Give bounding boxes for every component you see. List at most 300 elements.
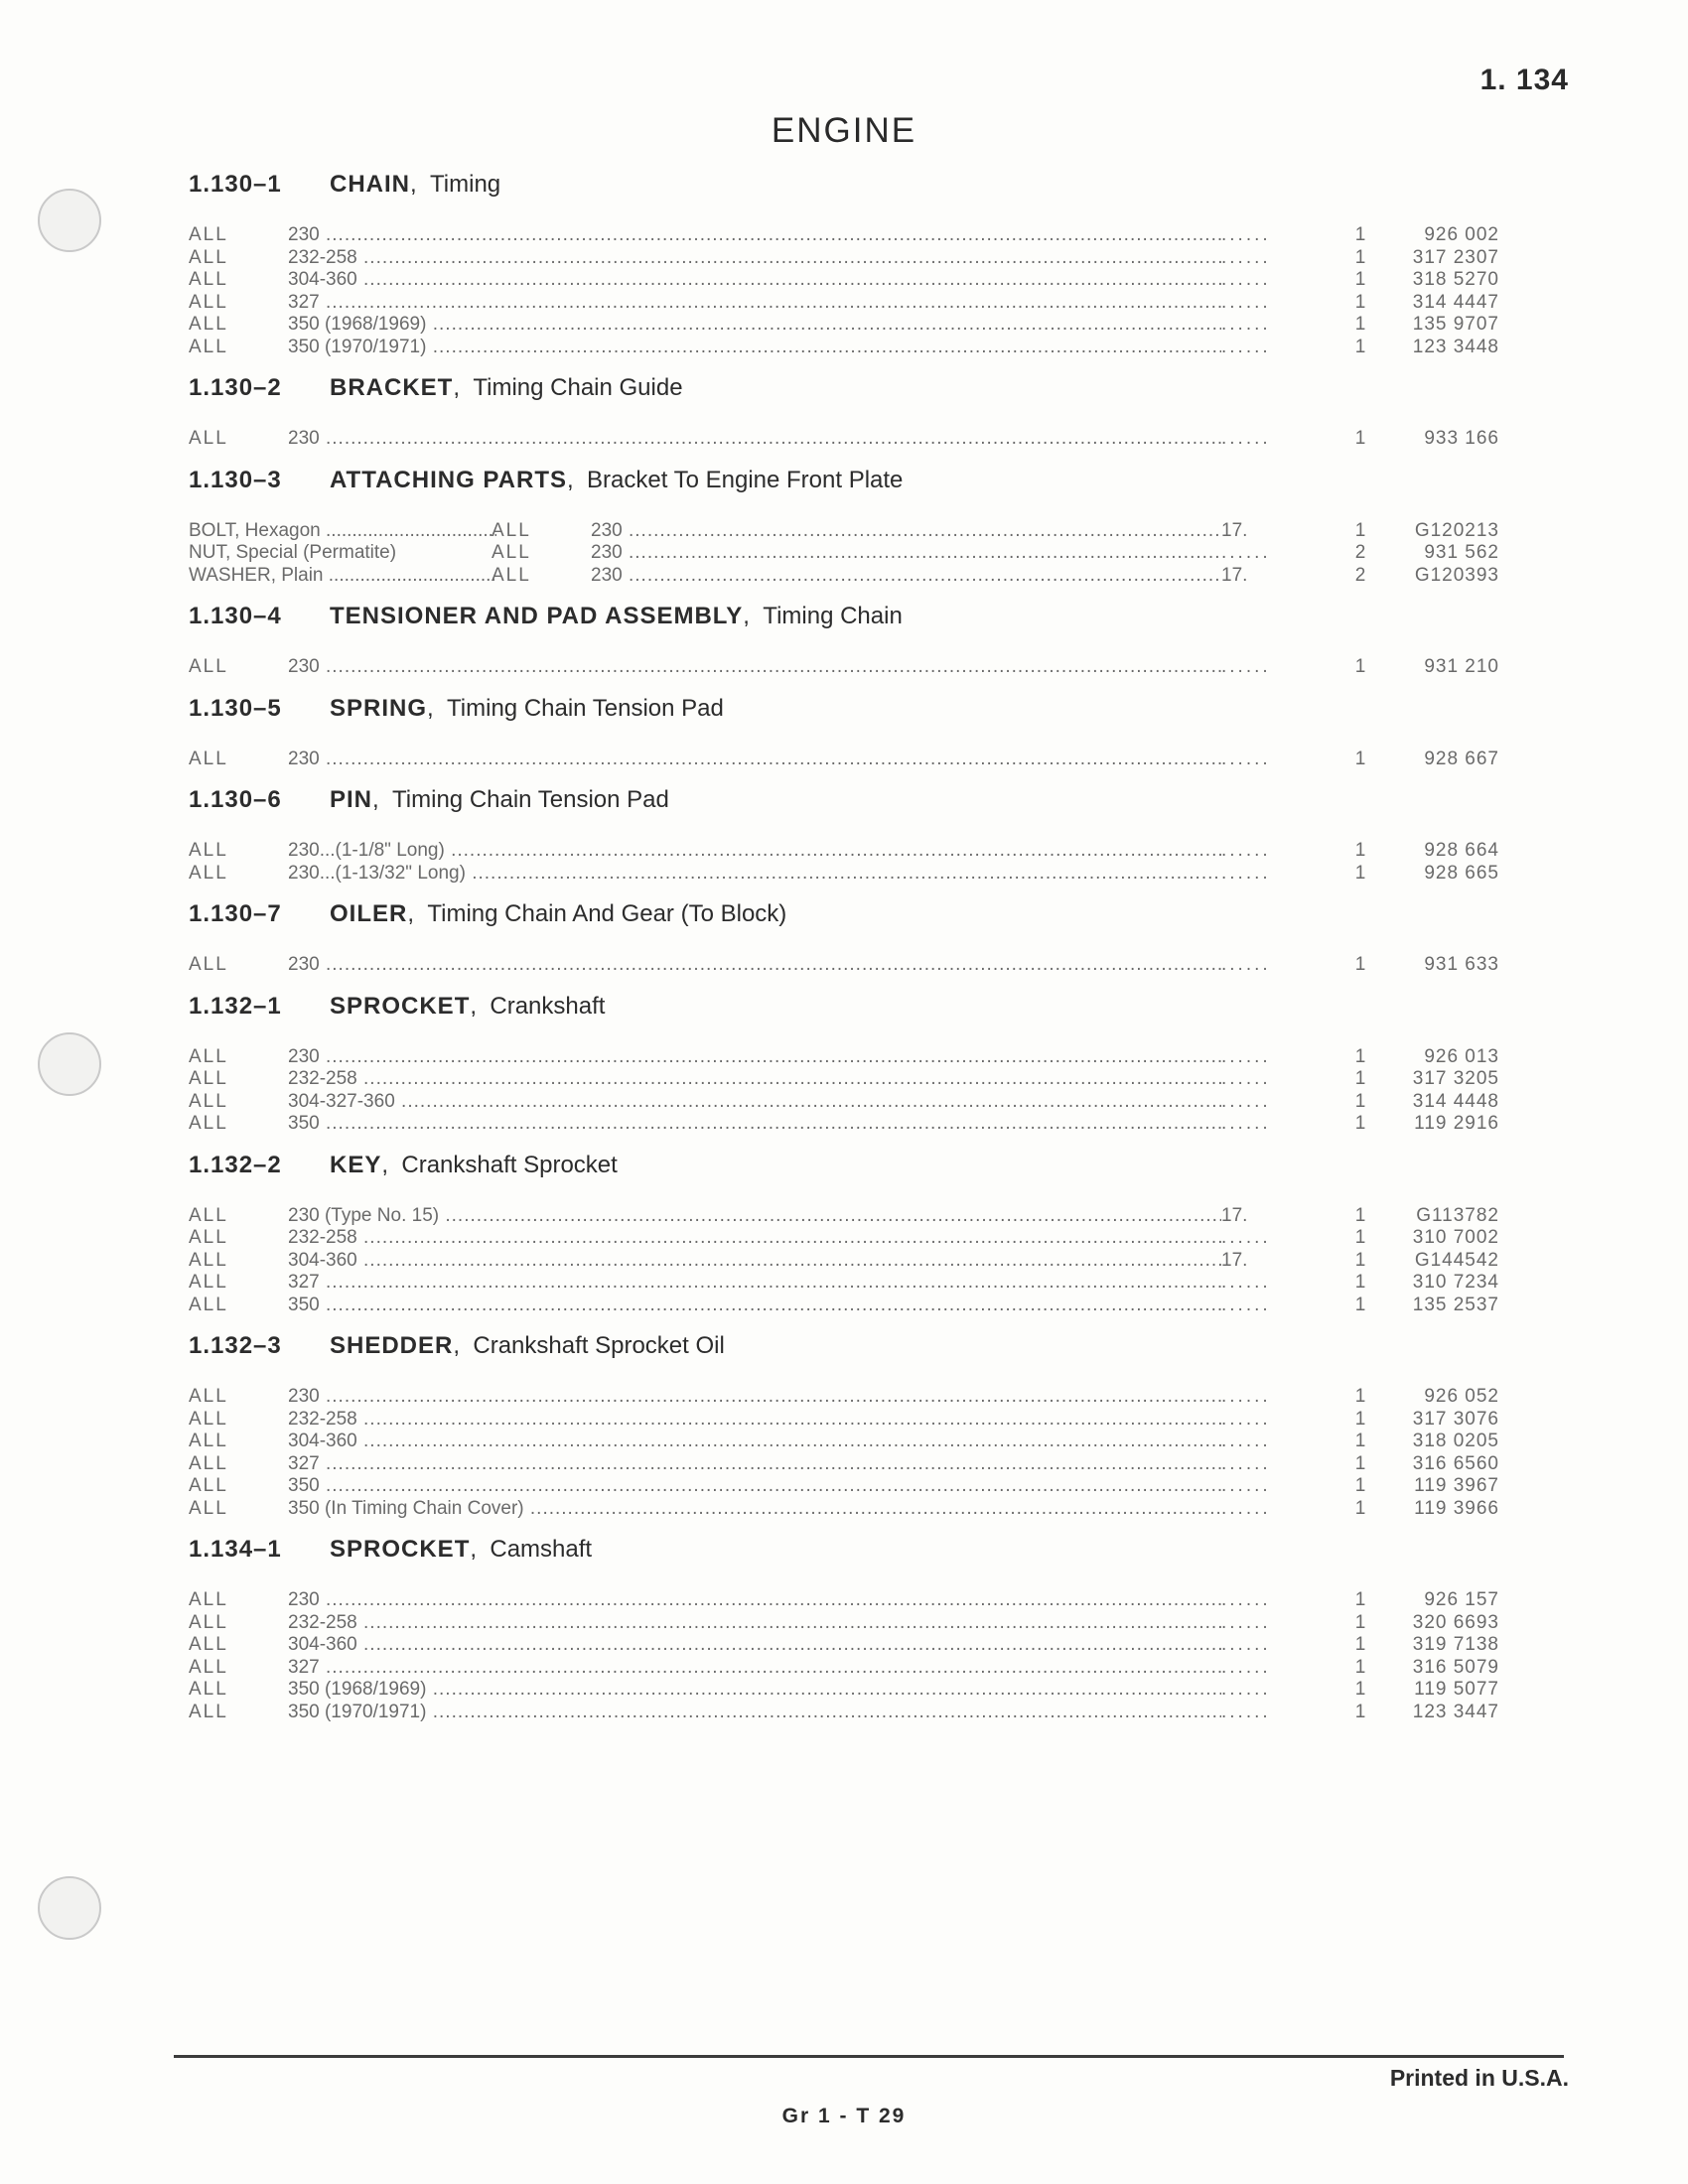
section-number: 1.132–1	[189, 992, 282, 1020]
section-number: 1.130–7	[189, 900, 282, 927]
quantity: 1	[1340, 337, 1380, 359]
section-rows	[189, 1046, 1499, 1136]
section-rows	[189, 224, 1499, 358]
section-name: SPROCKET	[330, 992, 471, 1020]
table-row	[189, 1068, 1499, 1091]
section-description: Crankshaft Sprocket	[401, 1151, 618, 1178]
quantity: 1	[1340, 1091, 1380, 1114]
model: ALL	[189, 1294, 228, 1315]
table-row	[189, 1657, 1499, 1680]
quantity: 1	[1340, 1295, 1380, 1317]
model: ALL	[189, 314, 228, 335]
part-number: 135 9707	[1380, 314, 1499, 337]
part-number: 314 4448	[1380, 1091, 1499, 1114]
quantity: 1	[1340, 954, 1380, 977]
leader-dots: ......	[1221, 337, 1311, 359]
description: 230 .....	[288, 1046, 1281, 1069]
section-number: 1.132–3	[189, 1332, 282, 1359]
table-row	[189, 1679, 1499, 1702]
part-number: G144542	[1380, 1250, 1499, 1273]
section-separator: ,	[470, 1536, 491, 1563]
table-row	[189, 1409, 1499, 1432]
quantity: 1	[1340, 1589, 1380, 1612]
model: ALL	[492, 564, 531, 586]
quantity: 2	[1340, 542, 1380, 565]
table-row	[189, 428, 1499, 451]
table-row	[189, 749, 1499, 771]
leader-dots: ......	[1221, 1046, 1311, 1069]
table-row	[189, 542, 1499, 565]
table-row	[189, 314, 1499, 337]
section-name: PIN	[330, 786, 373, 813]
part-number: 310 7002	[1380, 1227, 1499, 1250]
quantity: 1	[1340, 314, 1380, 337]
page-number: 1. 134	[1479, 64, 1569, 96]
leader-dots: ......	[1221, 292, 1311, 315]
binder-hole-bottom	[38, 1876, 101, 1940]
description: 350 (In Timing Chain Cover) .....	[288, 1498, 1281, 1521]
table-row	[189, 1227, 1499, 1250]
leader-dots: ......	[1221, 1431, 1311, 1453]
leader-dots: ......	[1221, 1498, 1311, 1521]
table-row	[189, 656, 1499, 679]
section-name: SPRING	[330, 694, 428, 722]
section-rows	[189, 1589, 1499, 1723]
section-description: Crankshaft Sprocket Oil	[473, 1332, 725, 1359]
leader-dots: ......	[1221, 1091, 1311, 1114]
part-number: 123 3447	[1380, 1702, 1499, 1724]
code: 17.	[1221, 565, 1301, 588]
description: 350 .....	[288, 1475, 1281, 1498]
part-number: 318 5270	[1380, 269, 1499, 292]
model: ALL	[189, 1249, 228, 1271]
section-header	[189, 603, 1499, 646]
leader-dots: ......	[1221, 1702, 1311, 1724]
quantity: 1	[1340, 1657, 1380, 1680]
quantity: 1	[1340, 1227, 1380, 1250]
description: 230...(1-1/8" Long) .....	[288, 840, 1281, 863]
description: 350 (1970/1971) .....	[288, 337, 1281, 359]
quantity: 1	[1340, 1431, 1380, 1453]
model: ALL	[189, 748, 228, 769]
description: 350 .....	[288, 1295, 1281, 1317]
quantity: 1	[1340, 749, 1380, 771]
description: 230 .....	[288, 1386, 1281, 1409]
section-rows	[189, 1386, 1499, 1520]
section-separator: ,	[410, 171, 431, 198]
part-number: 317 3076	[1380, 1409, 1499, 1432]
table-row	[189, 269, 1499, 292]
parts-section	[189, 1152, 1499, 1317]
quantity: 1	[1340, 656, 1380, 679]
table-row	[189, 1589, 1499, 1612]
section-separator: ,	[381, 1151, 402, 1178]
table-row	[189, 1091, 1499, 1114]
section-rows	[189, 656, 1499, 679]
part-number: 926 052	[1380, 1386, 1499, 1409]
parts-section	[189, 603, 1499, 679]
section-separator: ,	[743, 603, 764, 629]
quantity: 1	[1340, 863, 1380, 886]
part-number: 119 3967	[1380, 1475, 1499, 1498]
table-row	[189, 1702, 1499, 1724]
leader-dots: ......	[1221, 749, 1311, 771]
section-header	[189, 1536, 1499, 1579]
table-row	[189, 520, 1499, 543]
model: ALL	[189, 1045, 228, 1067]
section-header	[189, 1152, 1499, 1195]
model: ALL	[492, 542, 531, 563]
part-number: 931 633	[1380, 954, 1499, 977]
model: ALL	[189, 1611, 228, 1633]
code: 17.	[1221, 1250, 1301, 1273]
part-name: BOLT, Hexagon .....	[189, 520, 496, 543]
section-name: OILER	[330, 900, 408, 927]
model: ALL	[492, 519, 531, 541]
table-row	[189, 1431, 1499, 1453]
leader-dots: ......	[1221, 954, 1311, 977]
description: 230 .....	[288, 428, 1281, 451]
part-number: 931 562	[1380, 542, 1499, 565]
part-number: 310 7234	[1380, 1272, 1499, 1295]
section-name: ATTACHING PARTS	[330, 466, 567, 493]
section-name: SPROCKET	[330, 1536, 471, 1563]
section-rows	[189, 840, 1499, 885]
leader-dots: ......	[1221, 840, 1311, 863]
model: ALL	[189, 1386, 228, 1407]
section-rows	[189, 1205, 1499, 1317]
description: 327 .....	[288, 1272, 1281, 1295]
section-name: BRACKET	[330, 374, 454, 401]
quantity: 1	[1340, 247, 1380, 270]
description: 230 .....	[288, 656, 1281, 679]
leader-dots: ......	[1221, 269, 1311, 292]
part-number: G120213	[1380, 520, 1499, 543]
section-separator: ,	[453, 1332, 474, 1359]
leader-dots: ......	[1221, 1634, 1311, 1657]
part-number: 926 013	[1380, 1046, 1499, 1069]
description: 327 .....	[288, 1453, 1281, 1476]
part-number: 316 5079	[1380, 1657, 1499, 1680]
section-code: Gr 1 - T 29	[781, 2105, 907, 2127]
model: ALL	[189, 1589, 228, 1610]
part-number: 317 3205	[1380, 1068, 1499, 1091]
model: ALL	[189, 1452, 228, 1474]
part-number: 119 3966	[1380, 1498, 1499, 1521]
description: 232-258 .....	[288, 1612, 1281, 1635]
section-number: 1.130–5	[189, 694, 282, 722]
table-row	[189, 1386, 1499, 1409]
section-header	[189, 171, 1499, 214]
description: 304-360 .....	[288, 1634, 1281, 1657]
parts-section	[189, 1536, 1499, 1723]
model: ALL	[189, 862, 228, 884]
quantity: 1	[1340, 520, 1380, 543]
page-title: ENGINE	[771, 111, 917, 150]
model: ALL	[189, 291, 228, 313]
parts-section	[189, 171, 1499, 358]
section-header	[189, 467, 1499, 510]
leader-dots: ......	[1221, 224, 1311, 247]
quantity: 1	[1340, 1612, 1380, 1635]
table-row	[189, 337, 1499, 359]
footer-divider	[174, 2055, 1564, 2058]
leader-dots: ......	[1221, 1113, 1311, 1136]
quantity: 1	[1340, 428, 1380, 451]
leader-dots: ......	[1221, 428, 1311, 451]
part-number: 926 002	[1380, 224, 1499, 247]
model: ALL	[189, 656, 228, 677]
table-row	[189, 247, 1499, 270]
quantity: 1	[1340, 1453, 1380, 1476]
binder-hole-top	[38, 189, 101, 252]
quantity: 1	[1340, 224, 1380, 247]
description: 304-360 .....	[288, 269, 1281, 292]
model: ALL	[189, 1113, 228, 1134]
quantity: 2	[1340, 565, 1380, 588]
quantity: 1	[1340, 1250, 1380, 1273]
quantity: 1	[1340, 840, 1380, 863]
section-description: Timing Chain Guide	[473, 374, 683, 401]
section-separator: ,	[407, 900, 428, 927]
part-number: 318 0205	[1380, 1431, 1499, 1453]
quantity: 1	[1340, 1498, 1380, 1521]
section-separator: ,	[470, 992, 491, 1020]
quantity: 1	[1340, 1205, 1380, 1228]
leader-dots: ......	[1221, 1589, 1311, 1612]
section-description: Timing	[430, 171, 501, 198]
description: 230 .....	[591, 520, 1281, 543]
model: ALL	[189, 1408, 228, 1430]
part-number: 319 7138	[1380, 1634, 1499, 1657]
table-row	[189, 565, 1499, 588]
description: 304-360 .....	[288, 1250, 1281, 1273]
section-separator: ,	[372, 786, 393, 813]
printed-in-label: Printed in U.S.A.	[1389, 2065, 1569, 2091]
description: 232-258 .....	[288, 1068, 1281, 1091]
description: 230 .....	[288, 1589, 1281, 1612]
leader-dots: ......	[1221, 1068, 1311, 1091]
part-number: 314 4447	[1380, 292, 1499, 315]
part-number: 933 166	[1380, 428, 1499, 451]
quantity: 1	[1340, 1272, 1380, 1295]
description: 327 .....	[288, 292, 1281, 315]
part-number: 119 5077	[1380, 1679, 1499, 1702]
description: 230 .....	[288, 954, 1281, 977]
leader-dots: ......	[1221, 542, 1311, 565]
description: 232-258 .....	[288, 1409, 1281, 1432]
part-number: 119 2916	[1380, 1113, 1499, 1136]
section-number: 1.130–1	[189, 171, 282, 198]
model: ALL	[189, 1634, 228, 1655]
model: ALL	[189, 246, 228, 268]
quantity: 1	[1340, 269, 1380, 292]
section-description: Timing Chain Tension Pad	[447, 694, 724, 722]
part-number: 928 665	[1380, 863, 1499, 886]
section-name: TENSIONER AND PAD ASSEMBLY	[330, 603, 744, 629]
model: ALL	[189, 1497, 228, 1519]
section-number: 1.134–1	[189, 1536, 282, 1563]
quantity: 1	[1340, 1702, 1380, 1724]
description: 230...(1-13/32" Long) .....	[288, 863, 1281, 886]
model: ALL	[189, 1656, 228, 1678]
section-number: 1.130–3	[189, 466, 282, 493]
model: ALL	[189, 1679, 228, 1700]
section-header	[189, 786, 1499, 830]
part-name: WASHER, Plain .....	[189, 565, 496, 588]
section-description: Bracket To Engine Front Plate	[587, 466, 904, 493]
code: 17.	[1221, 520, 1301, 543]
leader-dots: ......	[1221, 1409, 1311, 1432]
table-row	[189, 1046, 1499, 1069]
part-number: 928 667	[1380, 749, 1499, 771]
quantity: 1	[1340, 1475, 1380, 1498]
description: 230 .....	[591, 565, 1281, 588]
section-number: 1.132–2	[189, 1151, 282, 1178]
parts-section	[189, 900, 1499, 977]
description: 350 .....	[288, 1113, 1281, 1136]
leader-dots: ......	[1221, 314, 1311, 337]
section-description: Timing Chain Tension Pad	[392, 786, 669, 813]
table-row	[189, 1498, 1499, 1521]
part-number: 123 3448	[1380, 337, 1499, 359]
table-row	[189, 1475, 1499, 1498]
model: ALL	[189, 1227, 228, 1248]
table-row	[189, 1272, 1499, 1295]
leader-dots: ......	[1221, 247, 1311, 270]
quantity: 1	[1340, 1409, 1380, 1432]
model: ALL	[189, 840, 228, 861]
part-number: 316 6560	[1380, 1453, 1499, 1476]
section-number: 1.130–2	[189, 374, 282, 401]
leader-dots: ......	[1221, 1272, 1311, 1295]
section-header	[189, 900, 1499, 944]
section-header	[189, 695, 1499, 739]
quantity: 1	[1340, 1068, 1380, 1091]
section-rows	[189, 520, 1499, 588]
code: 17.	[1221, 1205, 1301, 1228]
section-separator: ,	[427, 694, 448, 722]
parts-section	[189, 374, 1499, 451]
quantity: 1	[1340, 1679, 1380, 1702]
part-number: 928 664	[1380, 840, 1499, 863]
table-row	[189, 1453, 1499, 1476]
parts-section	[189, 786, 1499, 885]
description: 304-360 .....	[288, 1431, 1281, 1453]
model: ALL	[189, 269, 228, 290]
leader-dots: ......	[1221, 1679, 1311, 1702]
section-number: 1.130–4	[189, 603, 282, 629]
parts-list	[189, 171, 1499, 1739]
description: 350 (1970/1971) .....	[288, 1702, 1281, 1724]
table-row	[189, 1634, 1499, 1657]
description: 232-258 .....	[288, 247, 1281, 270]
model: ALL	[189, 1204, 228, 1226]
section-rows	[189, 749, 1499, 771]
quantity: 1	[1340, 1634, 1380, 1657]
section-name: KEY	[330, 1151, 382, 1178]
description: 327 .....	[288, 1657, 1281, 1680]
description: 230 .....	[288, 224, 1281, 247]
model: ALL	[189, 954, 228, 975]
leader-dots: ......	[1221, 1612, 1311, 1635]
part-number: 931 210	[1380, 656, 1499, 679]
section-number: 1.130–6	[189, 786, 282, 813]
table-row	[189, 292, 1499, 315]
model: ALL	[189, 1272, 228, 1293]
table-row	[189, 1205, 1499, 1228]
section-description: Timing Chain And Gear (To Block)	[427, 900, 787, 927]
description: 232-258 .....	[288, 1227, 1281, 1250]
parts-section	[189, 695, 1499, 771]
leader-dots: ......	[1221, 1453, 1311, 1476]
description: 304-327-360 .....	[288, 1091, 1281, 1114]
quantity: 1	[1340, 1046, 1380, 1069]
section-description: Timing Chain	[763, 603, 903, 629]
leader-dots: ......	[1221, 656, 1311, 679]
table-row	[189, 840, 1499, 863]
description: 350 (1968/1969) .....	[288, 314, 1281, 337]
parts-section	[189, 993, 1499, 1136]
quantity: 1	[1340, 292, 1380, 315]
part-number: 320 6693	[1380, 1612, 1499, 1635]
binder-hole-middle	[38, 1032, 101, 1096]
quantity: 1	[1340, 1386, 1380, 1409]
parts-section	[189, 467, 1499, 588]
section-rows	[189, 954, 1499, 977]
leader-dots: ......	[1221, 863, 1311, 886]
part-number: G120393	[1380, 565, 1499, 588]
parts-section	[189, 1332, 1499, 1520]
table-row	[189, 224, 1499, 247]
table-row	[189, 1612, 1499, 1635]
table-row	[189, 1295, 1499, 1317]
model: ALL	[189, 1431, 228, 1451]
model: ALL	[189, 1701, 228, 1722]
section-header	[189, 1332, 1499, 1376]
description: 230 (Type No. 15) .....	[288, 1205, 1281, 1228]
table-row	[189, 863, 1499, 886]
leader-dots: ......	[1221, 1295, 1311, 1317]
leader-dots: ......	[1221, 1227, 1311, 1250]
section-name: CHAIN	[330, 171, 410, 198]
section-header	[189, 374, 1499, 418]
table-row	[189, 954, 1499, 977]
section-header	[189, 993, 1499, 1036]
leader-dots: ......	[1221, 1386, 1311, 1409]
model: ALL	[189, 224, 228, 245]
model: ALL	[189, 1475, 228, 1496]
model: ALL	[189, 1068, 228, 1089]
part-number: G113782	[1380, 1205, 1499, 1228]
description: 350 (1968/1969) .....	[288, 1679, 1281, 1702]
model: ALL	[189, 1090, 228, 1112]
part-number: 317 2307	[1380, 247, 1499, 270]
leader-dots: ......	[1221, 1657, 1311, 1680]
section-description: Crankshaft	[490, 992, 606, 1020]
part-name: NUT, Special (Permatite)	[189, 542, 397, 563]
description: 230 .....	[288, 749, 1281, 771]
description: 230 .....	[591, 542, 1281, 565]
model: ALL	[189, 428, 228, 449]
part-number: 135 2537	[1380, 1295, 1499, 1317]
model: ALL	[189, 336, 228, 357]
part-number: 926 157	[1380, 1589, 1499, 1612]
section-rows	[189, 428, 1499, 451]
leader-dots: ......	[1221, 1475, 1311, 1498]
table-row	[189, 1250, 1499, 1273]
section-description: Camshaft	[490, 1536, 593, 1563]
